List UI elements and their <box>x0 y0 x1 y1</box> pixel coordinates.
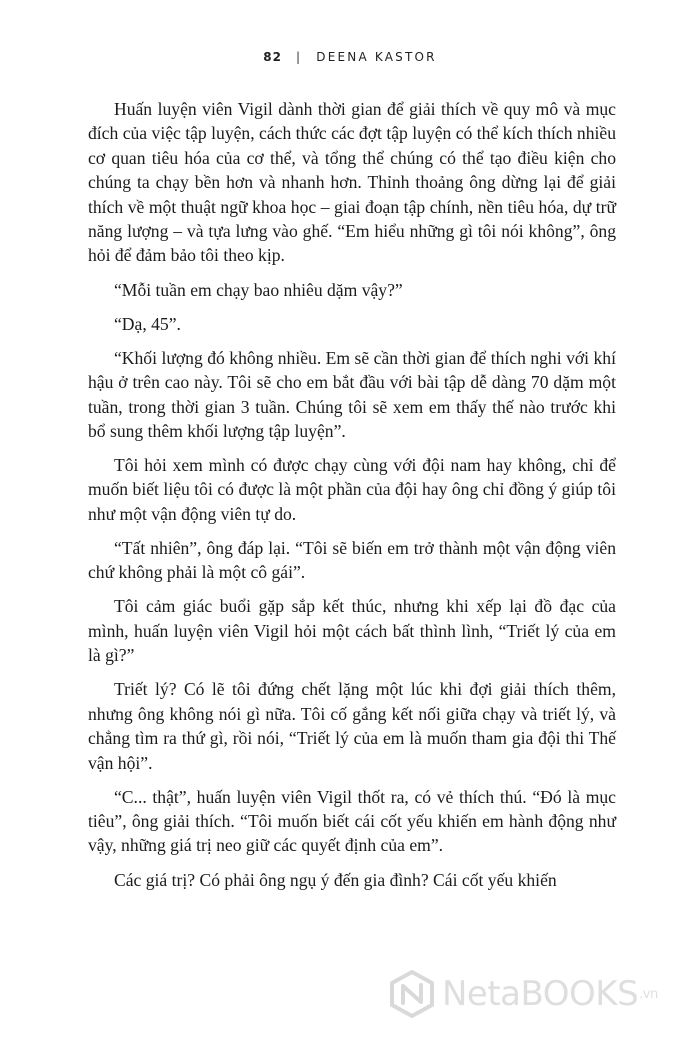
paragraph: Triết lý? Có lẽ tôi đứng chết lặng một lúc khi đợi giải thích thêm, nhưng ông không nói gì nữa. Tôi cố gắng kết nối giữa chạy và triết lý, và chẳng tìm ra thứ gì, rồi nói, “Triết lý của em là muốn tham gia đội thi Thế vận hội”. <box>88 679 616 773</box>
watermark <box>387 969 658 1019</box>
paragraph: “Dạ, 45”. <box>114 313 181 334</box>
author-name: DEENA KASTOR <box>316 50 437 64</box>
paragraph: Tôi cảm giác buổi gặp sắp kết thúc, nhưng khi xếp lại đồ đạc của mình, huấn luyện viên Vigil hỏi một cách bất thình lình, “Triết lý của em là gì?” <box>88 596 616 666</box>
running-header <box>0 50 700 64</box>
paragraph: Huấn luyện viên Vigil dành thời gian để giải thích về quy mô và mục đích của việc tập luyện, cách thức các đợt tập luyện có thể kích thích nhiều cơ quan tiêu hóa của cơ thể, và tổng thể chúng có thể tạo điều kiện cho chúng ta chạy bền hơn và nhanh hơn. Thỉnh thoảng ông dừng lại để giải thích về một thuật ngữ khoa học – giai đoạn tập chính, nền tiêu hóa, dự trữ năng lượng – và tựa lưng vào ghế. “Em hiểu những gì tôi nói không”, ông hỏi để đảm bảo tôi theo kịp. <box>88 99 616 266</box>
page-number: 82 <box>263 50 282 64</box>
watermark-suffix: .vn <box>639 986 658 1002</box>
paragraph: “Mỗi tuần em chạy bao nhiêu dặm vậy?” <box>114 279 403 300</box>
header-separator: | <box>296 50 303 64</box>
paragraph: “Tất nhiên”, ông đáp lại. “Tôi sẽ biến em trở thành một vận động viên chứ không phải là một cô gái”. <box>88 537 616 583</box>
paragraph: “Khối lượng đó không nhiều. Em sẽ cần thời gian để thích nghi với khí hậu ở trên cao này. Tôi sẽ cho em bắt đầu với bài tập dễ dàng 70 dặm một tuần, trong thời gian 3 tuần. Chúng tôi sẽ xem em thấy thế nào trước khi bổ sung thêm khối lượng tập luyện”. <box>88 347 616 441</box>
body-text <box>88 97 616 892</box>
watermark-brand: NetaBOOKS <box>442 974 639 1014</box>
n-logo-icon <box>387 969 437 1019</box>
paragraph: Tôi hỏi xem mình có được chạy cùng với đội nam hay không, chỉ để muốn biết liệu tôi có được là một phần của đội hay ông chỉ đồng ý giúp tôi như một vận động viên tự do. <box>88 455 616 524</box>
paragraph: “C... thật”, huấn luyện viên Vigil thốt ra, có vẻ thích thú. “Đó là mục tiêu”, ông giải thích. “Tôi muốn biết cái cốt yếu khiến em hành động như vậy, những giá trị neo giữ các quyết định của em”. <box>88 786 616 856</box>
paragraph: Các giá trị? Có phải ông ngụ ý đến gia đình? Cái cốt yếu khiến <box>114 869 557 890</box>
